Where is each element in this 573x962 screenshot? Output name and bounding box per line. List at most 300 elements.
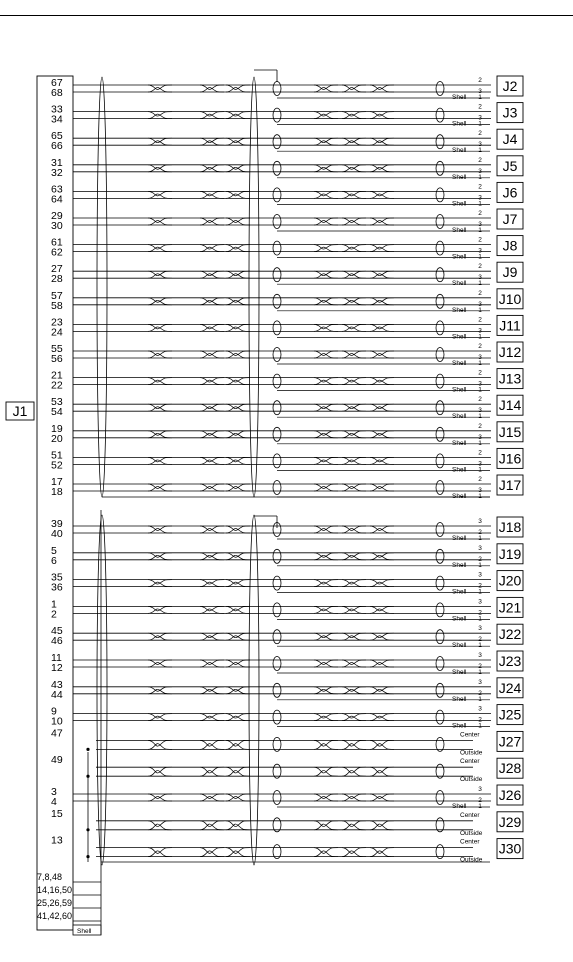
shell-label: Shell	[452, 642, 467, 650]
shield-ellipse	[436, 401, 444, 415]
twisted-pair-twist	[314, 457, 338, 464]
coax-twist	[342, 821, 366, 830]
pin-number: 6	[51, 554, 57, 567]
connector-label: J5	[502, 157, 518, 174]
pin-number-small: 1	[478, 615, 482, 623]
pin-number-small: 3	[478, 380, 482, 388]
pin-number-small: 1	[478, 493, 482, 500]
connector-label: J12	[498, 344, 522, 360]
twist-strand	[200, 327, 224, 331]
pin-number-small: 1	[478, 466, 482, 474]
twisted-pair-twist	[148, 165, 172, 172]
twist-strand	[342, 851, 366, 857]
twisted-pair-twist	[370, 271, 394, 278]
twisted-pair-twist	[342, 404, 366, 411]
shield-ellipse	[436, 294, 444, 308]
twisted-pair-twist	[342, 660, 366, 667]
twist-strand	[370, 354, 394, 358]
twist-strand	[148, 194, 172, 198]
shield-ellipse	[273, 549, 281, 563]
coax-twist	[314, 767, 338, 776]
shield-ellipse	[273, 108, 281, 122]
twisted-pair-twist	[370, 112, 394, 119]
twist-strand	[200, 797, 224, 801]
twist-strand	[148, 300, 172, 304]
twist-strand	[342, 354, 366, 358]
pin-number-small: 1	[478, 642, 482, 650]
shell-label: Shell	[452, 803, 467, 810]
connector-label: J9	[502, 264, 518, 281]
pin-number-small: 2	[478, 449, 482, 457]
connector-label: J2	[502, 78, 518, 94]
twisted-pair-twist	[226, 553, 250, 560]
shield-ellipse	[273, 82, 281, 96]
twist-strand	[200, 770, 224, 776]
shield-ellipse	[436, 268, 444, 282]
pin-number-small: 1	[478, 147, 482, 155]
twist-strand	[226, 824, 250, 830]
twist-strand	[148, 247, 172, 251]
twisted-pair-twist	[342, 687, 366, 694]
twisted-pair-twist	[226, 138, 250, 145]
twist-strand	[314, 194, 338, 198]
twist-strand	[370, 221, 394, 225]
shell-label: Shell	[452, 200, 467, 208]
pin-number: 33	[51, 103, 63, 116]
twist-strand	[314, 582, 338, 586]
twist-strand	[314, 88, 338, 92]
twisted-pair-twist	[148, 351, 172, 358]
twist-strand	[200, 716, 224, 720]
pin-number-small: 2	[478, 289, 482, 297]
shield-ellipse	[436, 603, 444, 617]
pin-number: 24	[51, 326, 63, 339]
twist-strand	[370, 300, 394, 304]
twisted-pair-twist	[148, 245, 172, 252]
connector-label: J14	[498, 397, 522, 414]
twist-strand	[200, 555, 224, 559]
connector-label: J28	[498, 760, 522, 777]
twisted-pair-twist	[314, 218, 338, 225]
twisted-pair-twist	[342, 218, 366, 225]
coax-twist	[342, 767, 366, 776]
twisted-pair-twist	[200, 165, 224, 172]
twist-strand	[314, 114, 338, 118]
twist-strand	[148, 433, 172, 437]
pin-number: 45	[51, 625, 63, 638]
twisted-pair-twist	[200, 553, 224, 560]
twist-strand	[314, 744, 338, 750]
pin-number: 3	[51, 786, 57, 798]
twist-strand	[342, 247, 366, 251]
twist-strand	[200, 380, 224, 384]
twist-strand	[314, 689, 338, 693]
shell-label: Shell	[452, 120, 467, 128]
pin-number: 39	[51, 518, 63, 530]
twisted-pair-twist	[148, 714, 172, 721]
shield-ellipse	[273, 683, 281, 697]
pin-number-small: 1	[478, 439, 482, 447]
coax-twist	[200, 821, 224, 830]
shield-ellipse	[273, 427, 281, 441]
twist-strand	[342, 141, 366, 145]
twist-strand	[314, 327, 338, 331]
twist-strand	[226, 582, 250, 586]
twist-strand	[200, 689, 224, 693]
connector-label: J7	[502, 211, 518, 227]
twisted-pair-twist	[148, 484, 172, 491]
twisted-pair-twist	[148, 191, 172, 198]
twist-strand	[370, 770, 394, 776]
twist-strand	[148, 609, 172, 613]
pin-number: 5	[51, 544, 57, 557]
twist-strand	[200, 851, 224, 857]
twist-strand	[148, 380, 172, 384]
twisted-pair-twist	[342, 112, 366, 119]
pin-number-small: 2	[478, 210, 482, 217]
shield-ellipse	[273, 401, 281, 415]
pin-number-small: 1	[478, 561, 482, 569]
shield-ellipse	[436, 215, 444, 229]
shield-ellipse	[436, 576, 444, 590]
twisted-pair-twist	[314, 404, 338, 411]
pin-number: 64	[51, 193, 63, 206]
twist-strand	[226, 609, 250, 613]
twist-strand	[200, 274, 224, 278]
shell-label: Shell	[452, 333, 467, 341]
twist-strand	[370, 380, 394, 384]
shield-ellipse	[273, 630, 281, 644]
coax-twist	[148, 821, 172, 830]
twist-strand	[342, 582, 366, 586]
pin-number-small: 3	[478, 433, 482, 441]
pin-number: 1	[51, 598, 57, 611]
twist-strand	[200, 407, 224, 411]
twist-strand	[226, 380, 250, 384]
shield-ellipse	[436, 657, 444, 671]
shield-ellipse	[273, 481, 281, 495]
twisted-pair-twist	[226, 660, 250, 667]
twisted-pair-twist	[200, 351, 224, 358]
twisted-pair-twist	[226, 431, 250, 438]
pin-number: 2	[51, 608, 57, 621]
pin-number: 28	[51, 273, 63, 286]
connector-label: J8	[502, 237, 518, 254]
twist-strand	[342, 636, 366, 640]
twist-strand	[148, 407, 172, 411]
pin-number-small: 3	[478, 274, 482, 282]
shield-ellipse	[436, 188, 444, 202]
connector-label: J22	[498, 626, 522, 643]
twisted-pair-twist	[148, 298, 172, 305]
twisted-pair-twist	[200, 298, 224, 305]
pin-number: 68	[51, 87, 63, 99]
twisted-pair-twist	[314, 138, 338, 145]
twist-strand	[226, 689, 250, 693]
pin-number-small: 2	[478, 529, 482, 536]
shield-ellipse	[436, 108, 444, 122]
pin-number-small: 3	[478, 247, 482, 255]
connector-label: J18	[498, 519, 522, 535]
pin-number: 19	[51, 422, 63, 435]
coax-outside-label: Outside	[460, 829, 483, 837]
pin-number-small: 2	[478, 369, 482, 377]
twisted-pair-twist	[226, 378, 250, 385]
twisted-pair-twist	[314, 351, 338, 358]
twisted-pair-twist	[342, 85, 366, 92]
pin-number: 53	[51, 396, 63, 409]
twist-strand	[370, 88, 394, 92]
twisted-pair-twist	[370, 431, 394, 438]
pin-number: 15	[51, 807, 63, 820]
twist-strand	[370, 797, 394, 801]
twisted-pair-twist	[370, 553, 394, 560]
pin-number: 4	[51, 796, 57, 808]
pin-number: 58	[51, 299, 63, 312]
twist-strand	[370, 744, 394, 750]
twisted-pair-twist	[226, 271, 250, 278]
twisted-pair-twist	[314, 378, 338, 385]
twist-strand	[148, 114, 172, 118]
shield-ellipse	[436, 630, 444, 644]
pin-number-small: 3	[478, 221, 482, 228]
twisted-pair-twist	[200, 606, 224, 613]
twist-strand	[200, 460, 224, 464]
shield-ellipse	[436, 321, 444, 335]
twist-strand	[226, 744, 250, 750]
cable-shield-ellipse	[97, 515, 107, 865]
pin-number-small: 1	[478, 120, 482, 128]
twist-strand	[226, 797, 250, 801]
twisted-pair-twist	[148, 526, 172, 533]
coax-twist	[342, 740, 366, 749]
pin-number-small: 2	[478, 263, 482, 271]
twisted-pair-twist	[148, 85, 172, 92]
twist-strand	[370, 716, 394, 720]
twist-strand	[200, 167, 224, 171]
coax-twist	[148, 767, 172, 776]
twisted-pair-twist	[200, 484, 224, 491]
twisted-pair-twist	[370, 378, 394, 385]
twist-strand	[342, 744, 366, 750]
twist-strand	[314, 247, 338, 251]
twist-strand	[200, 114, 224, 118]
twisted-pair-twist	[314, 714, 338, 721]
connector-label: J29	[498, 813, 522, 830]
shield-ellipse	[273, 374, 281, 388]
twist-strand	[200, 824, 224, 830]
shield-ellipse	[273, 215, 281, 229]
twisted-pair-twist	[200, 687, 224, 694]
pin-number: 34	[51, 113, 63, 126]
twist-strand	[342, 716, 366, 720]
twist-strand	[200, 194, 224, 198]
coax-twist	[226, 740, 250, 749]
twisted-pair-twist	[148, 553, 172, 560]
connector-label: J16	[498, 450, 522, 467]
twisted-pair-twist	[226, 298, 250, 305]
twist-strand	[226, 88, 250, 92]
shell-label: Shell	[452, 227, 467, 234]
shell-label: Shell	[452, 306, 467, 314]
twist-strand	[342, 797, 366, 801]
twisted-pair-twist	[342, 606, 366, 613]
shell-bottom-label: Shell	[77, 928, 92, 935]
twist-strand	[226, 354, 250, 358]
twist-strand	[342, 380, 366, 384]
twisted-pair-twist	[314, 633, 338, 640]
twist-strand	[370, 609, 394, 613]
twist-strand	[226, 274, 250, 278]
twist-strand	[148, 460, 172, 464]
twist-strand	[200, 247, 224, 251]
pin-number-small: 2	[478, 476, 482, 483]
pin-number-small: 2	[478, 396, 482, 404]
twist-strand	[148, 636, 172, 640]
twisted-pair-twist	[314, 298, 338, 305]
twist-strand	[370, 582, 394, 586]
twist-strand	[370, 824, 394, 830]
pin-number: 57	[51, 289, 63, 302]
connector-label: J11	[499, 317, 521, 334]
pin-number-small: 2	[478, 582, 482, 590]
coax-twist	[148, 740, 172, 749]
twist-strand	[148, 88, 172, 92]
shield-ellipse	[273, 321, 281, 335]
pin-number: 21	[51, 369, 63, 382]
twist-strand	[200, 141, 224, 145]
twist-strand	[148, 824, 172, 830]
coax-outside-label: Outside	[460, 856, 483, 864]
twist-strand	[342, 609, 366, 613]
twisted-pair-twist	[370, 526, 394, 533]
pin-number: 51	[51, 449, 63, 462]
twist-strand	[342, 114, 366, 118]
pin-number-small: 1	[478, 227, 482, 234]
pin-number-small: 1	[478, 173, 482, 181]
shell-label: Shell	[452, 386, 467, 394]
pin-number-small: 2	[478, 183, 482, 191]
twist-strand	[314, 851, 338, 857]
twisted-pair-twist	[370, 298, 394, 305]
pin-number: 40	[51, 528, 63, 540]
shield-ellipse	[436, 82, 444, 96]
coax-twist	[200, 767, 224, 776]
coax-center-label: Center	[460, 731, 480, 739]
pin-number: 10	[51, 715, 63, 728]
pin-number-small: 3	[478, 652, 482, 659]
cable-shield-ellipse	[97, 77, 107, 497]
pin-number-small: 2	[478, 156, 482, 164]
shield-ellipse	[273, 348, 281, 362]
pin-number-small: 2	[478, 316, 482, 324]
pin-number: 17	[51, 476, 63, 488]
twisted-pair-twist	[370, 687, 394, 694]
pin-number: 23	[51, 316, 63, 329]
coax-twist	[226, 821, 250, 830]
twist-strand	[226, 407, 250, 411]
twist-strand	[200, 300, 224, 304]
coax-twist	[226, 767, 250, 776]
twist-strand	[200, 433, 224, 437]
twist-strand	[226, 851, 250, 857]
twisted-pair-twist	[370, 794, 394, 801]
twist-strand	[314, 824, 338, 830]
twist-strand	[342, 770, 366, 776]
twisted-pair-twist	[200, 660, 224, 667]
shield-ellipse	[436, 791, 444, 805]
twisted-pair-twist	[200, 245, 224, 252]
twisted-pair-twist	[200, 378, 224, 385]
pin-number: 18	[51, 486, 63, 498]
twisted-pair-twist	[148, 606, 172, 613]
twist-strand	[370, 636, 394, 640]
twist-strand	[370, 167, 394, 171]
twisted-pair-twist	[370, 245, 394, 252]
pin-number-small: 3	[478, 407, 482, 415]
connector-label: J13	[498, 370, 522, 387]
connector-label: J23	[498, 653, 522, 669]
connector-label: J15	[498, 423, 522, 440]
twisted-pair-twist	[314, 165, 338, 172]
twist-strand	[370, 327, 394, 331]
pin-number-small: 1	[478, 333, 482, 341]
pin-group-label: 41,42,60	[37, 911, 73, 921]
connector-label: J27	[498, 733, 522, 750]
twist-strand	[226, 114, 250, 118]
shell-label: Shell	[452, 466, 467, 474]
pin-number-small: 2	[478, 663, 482, 670]
shield-ellipse	[273, 710, 281, 724]
coax-twist	[314, 740, 338, 749]
twist-strand	[370, 663, 394, 667]
shield-ellipse	[436, 481, 444, 495]
twisted-pair-twist	[342, 580, 366, 587]
shield-ellipse	[273, 791, 281, 805]
twist-strand	[200, 88, 224, 92]
pin-number-small: 2	[478, 609, 482, 617]
twist-strand	[226, 247, 250, 251]
twisted-pair-twist	[314, 245, 338, 252]
twisted-pair-twist	[370, 351, 394, 358]
twisted-pair-twist	[370, 165, 394, 172]
twisted-pair-twist	[200, 526, 224, 533]
twisted-pair-twist	[148, 271, 172, 278]
shell-label: Shell	[452, 253, 467, 261]
twisted-pair-twist	[200, 633, 224, 640]
pin-number-small: 1	[478, 306, 482, 314]
shield-ellipse	[273, 576, 281, 590]
pin-number-small: 1	[478, 722, 482, 730]
twisted-pair-twist	[226, 484, 250, 491]
twisted-pair-twist	[148, 660, 172, 667]
coax-twist	[314, 821, 338, 830]
twist-strand	[314, 770, 338, 776]
connector-label: J6	[502, 184, 518, 201]
twisted-pair-twist	[314, 660, 338, 667]
shield-ellipse	[436, 161, 444, 175]
pin-group-label: 14,16,50	[37, 885, 73, 895]
twisted-pair-twist	[370, 85, 394, 92]
shield-ellipse	[436, 710, 444, 724]
connector-label: J3	[502, 104, 518, 121]
twisted-pair-twist	[314, 85, 338, 92]
twisted-pair-twist	[370, 218, 394, 225]
pin-number-small: 2	[478, 236, 482, 244]
twist-strand	[226, 327, 250, 331]
twist-strand	[342, 663, 366, 667]
coax-twist	[226, 848, 250, 857]
